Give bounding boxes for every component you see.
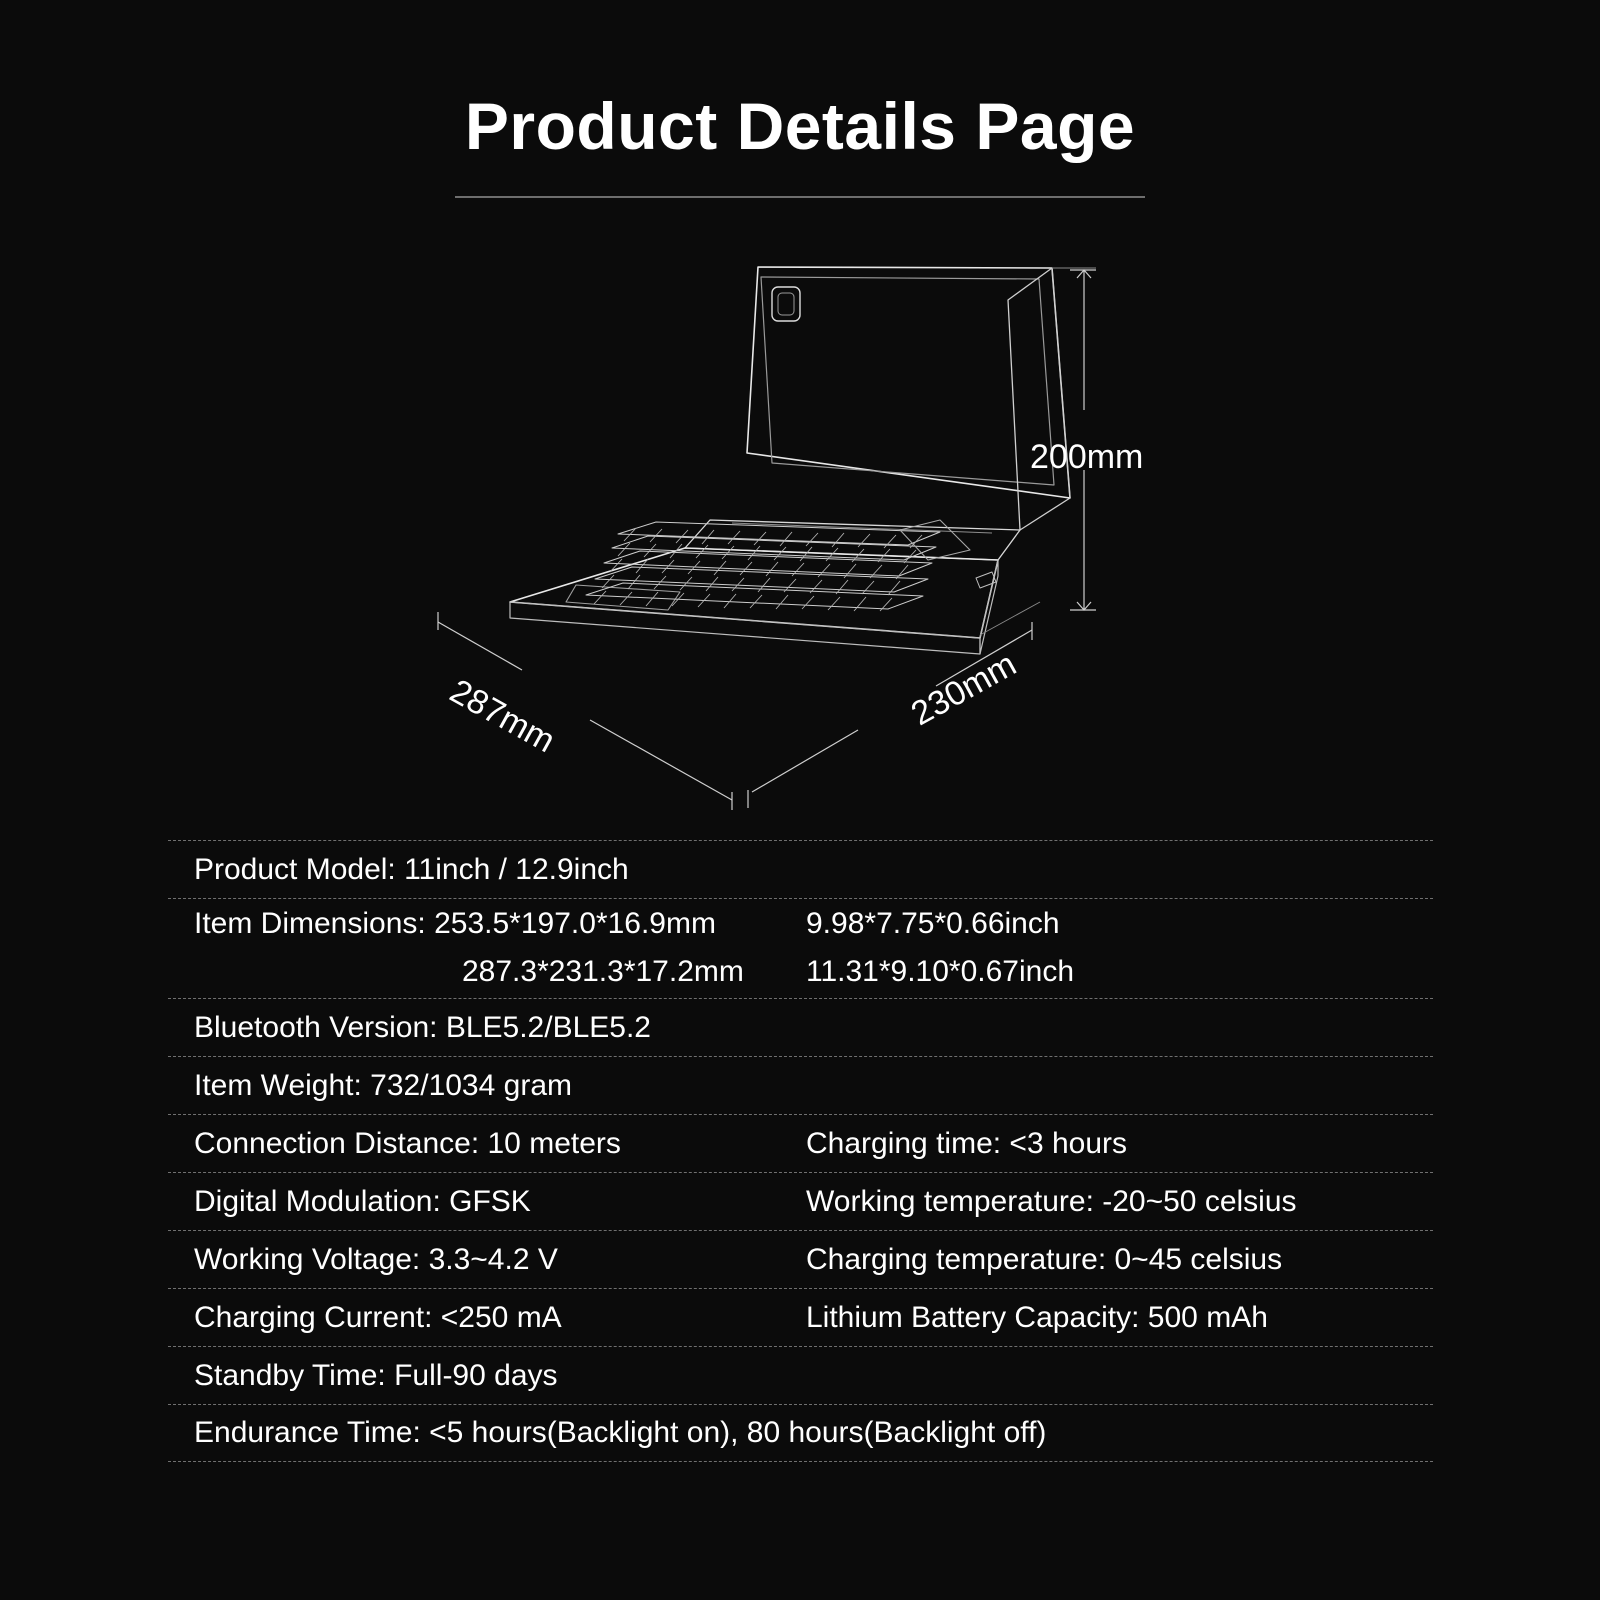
page-title: Product Details Page [464,89,1136,163]
spec-row [168,898,1433,998]
spec-product-model: Product Model: 11inch / 12.9inch [194,852,629,886]
spec-charging-temperature: Charging temperature: 0~45 celsius [806,1242,1283,1276]
spec-working-temperature: Working temperature: -20~50 celsius [806,1184,1297,1218]
title-divider [455,196,1145,198]
spec-row [168,1346,1433,1404]
spec-row [168,998,1433,1056]
spec-row [168,1056,1433,1114]
dimension-depth-label: 230mm [905,645,1023,734]
spec-row [168,840,1433,898]
spec-charging-time: Charging time: <3 hours [806,1126,1128,1160]
spec-charging-current: Charging Current: <250 mA [194,1300,562,1334]
spec-row [168,1230,1433,1288]
spec-item-weight: Item Weight: 732/1034 gram [194,1068,572,1102]
spec-standby-time: Standby Time: Full-90 days [194,1358,558,1392]
spec-digital-modulation: Digital Modulation: GFSK [194,1184,531,1218]
spec-battery-capacity: Lithium Battery Capacity: 500 mAh [806,1300,1268,1334]
dimension-height-label: 200mm [1030,438,1144,476]
spec-row [168,1172,1433,1230]
spec-row [168,1114,1433,1172]
spec-item-dimensions-inch: 9.98*7.75*0.66inch [806,907,1060,940]
spec-row [168,1288,1433,1346]
spec-bluetooth-version: Bluetooth Version: BLE5.2/BLE5.2 [194,1010,651,1044]
spec-table [168,840,1433,1462]
spec-item-dimensions-2-inch: 11.31*9.10*0.67inch [806,955,1075,988]
spec-item-dimensions-2: 287.3*231.3*17.2mm [462,955,744,988]
spec-endurance-time: Endurance Time: <5 hours(Backlight on), 80 hours(Backlight off) [194,1416,1047,1449]
spec-working-voltage: Working Voltage: 3.3~4.2 V [194,1242,558,1276]
spec-item-dimensions: Item Dimensions: 253.5*197.0*16.9mm [194,907,716,940]
dimension-width-label: 287mm [443,672,562,761]
spec-connection-distance: Connection Distance: 10 meters [194,1126,621,1160]
spec-row [168,1404,1433,1462]
